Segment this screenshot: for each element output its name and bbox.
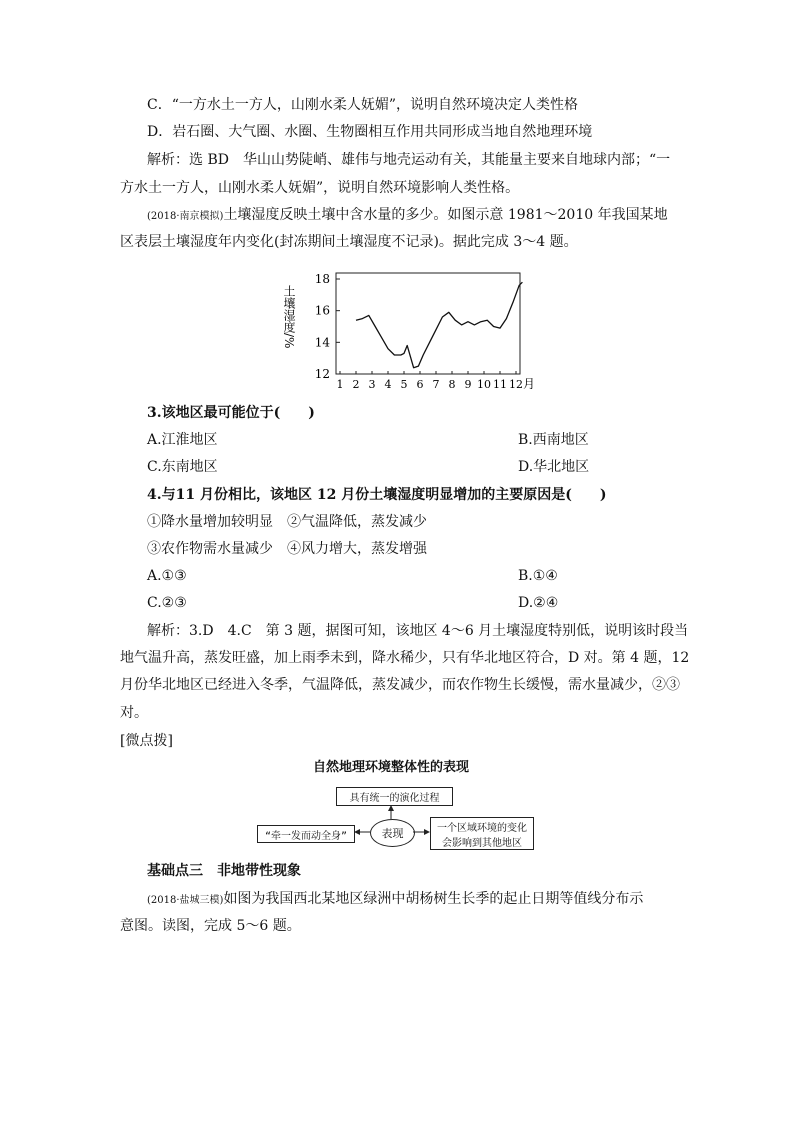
intro2-line-a bbox=[147, 889, 643, 911]
diagram-arrows bbox=[250, 780, 550, 860]
source-tag: (2018·南京模拟) bbox=[147, 211, 224, 222]
question-4: 4.与11 月份相比，该地区 12 月份土壤湿度明显增加的主要原因是( ) bbox=[147, 487, 607, 503]
intro2-text: 如图为我国西北某地区绿洲中胡杨树生长季的起止日期等值线分布示 bbox=[223, 891, 644, 907]
diagram-right-box-line-1: 一个区域环境的变化 bbox=[437, 822, 527, 834]
section-heading: 基础点三 非地带性现象 bbox=[147, 863, 301, 879]
x-tick-label: 1 bbox=[336, 378, 344, 391]
explanation-2-line-a: 解析：3.D 4.C 第 3 题，据图可知，该地区 4～6 月土壤湿度特别低，说明该时段当 bbox=[147, 623, 689, 639]
q3-option-d: D.华北地区 bbox=[518, 459, 590, 475]
y-tick-label: 14 bbox=[314, 335, 330, 350]
y-tick-label: 12 bbox=[314, 367, 330, 381]
diagram-title: 自然地理环境整体性的表现 bbox=[313, 760, 470, 775]
diagram-center-ellipse: 表现 bbox=[370, 819, 415, 847]
option-d: D．岩石圈、大气圈、水圈、生物圈相互作用共同形成当地自然地理环境 bbox=[147, 124, 593, 140]
q3-option-c: C.东南地区 bbox=[147, 459, 218, 475]
explanation-1-line-a: 解析：选 BD 华山山势陡峭、雄伟与地壳运动有关，其能量主要来自地球内部；“一 bbox=[147, 152, 671, 168]
x-tick-label: 10 bbox=[477, 378, 491, 391]
intro-text: 土壤湿度反映土壤中含水量的多少。如图示意 1981～2010 年我国某地 bbox=[223, 207, 668, 223]
x-tick-label: 12 bbox=[509, 378, 523, 391]
source-tag-2: (2018·盐城三模) bbox=[147, 895, 224, 906]
q4-option-b: B.①④ bbox=[518, 568, 558, 584]
diagram-top-box: 具有统一的演化过程 bbox=[336, 787, 453, 806]
plot-frame bbox=[336, 273, 520, 374]
diagram-left-box: “牵一发而动全身” bbox=[257, 825, 355, 843]
q4-options-row-1 bbox=[147, 566, 558, 586]
q4-option-c: C.②③ bbox=[147, 595, 187, 611]
explanation-1-line-b: 方水土一方人，山刚水柔人妩媚”，说明自然环境影响人类性格。 bbox=[120, 180, 520, 196]
x-tick-label: 3 bbox=[368, 378, 376, 391]
explanation-2-line-d: 对。 bbox=[120, 705, 148, 721]
x-tick-label: 5 bbox=[400, 378, 408, 391]
q4-statements-2: ③农作物需水量减少 ④风力增大，蒸发增强 bbox=[147, 541, 427, 557]
q4-statements-1: ①降水量增加较明显 ②气温降低，蒸发减少 bbox=[147, 514, 427, 530]
x-tick-label: 9 bbox=[464, 378, 472, 391]
soil-moisture-chart bbox=[280, 263, 540, 393]
q3-options-row-2 bbox=[147, 457, 590, 477]
intro-line-a bbox=[147, 205, 668, 227]
soil-moisture-line bbox=[356, 282, 522, 368]
chart-axes bbox=[336, 273, 520, 374]
y-axis-label: 土壤湿度/% bbox=[282, 285, 296, 349]
intro-line-b: 区表层土壤湿度年内变化(封冻期间土壤湿度不记录)。据此完成 3～4 题。 bbox=[120, 234, 578, 250]
explanation-2-line-c: 月份华北地区已经进入冬季，气温降低，蒸发减少，而农作物生长缓慢，需水量减少，②③ bbox=[120, 677, 680, 693]
x-tick-label: 11 bbox=[493, 378, 507, 391]
diagram-right-box-line-2: 会影响到其他地区 bbox=[442, 837, 522, 849]
explanation-2-line-b: 地气温升高，蒸发旺盛，加上雨季未到，降水稀少，只有华北地区符合，D 对。第 4 题，12 bbox=[120, 650, 690, 666]
x-tick-label: 7 bbox=[432, 378, 440, 391]
x-tick-label: 6 bbox=[416, 378, 424, 391]
q4-options-row-2 bbox=[147, 593, 559, 613]
series-group bbox=[356, 282, 522, 368]
weidian-heading: [微点拨] bbox=[120, 733, 173, 749]
q3-option-a: A.江淮地区 bbox=[147, 432, 218, 448]
question-3: 3.该地区最可能位于( ) bbox=[147, 405, 315, 421]
q3-options-row-1 bbox=[147, 430, 589, 450]
intro2-line-b: 意图。读图，完成 5～6 题。 bbox=[120, 918, 301, 934]
y-tick-label: 16 bbox=[314, 303, 330, 318]
y-tick-label: 18 bbox=[314, 272, 330, 286]
x-tick-label: 8 bbox=[448, 378, 456, 391]
x-tick-label: 4 bbox=[384, 378, 392, 391]
x-axis-label: 月 bbox=[523, 377, 536, 391]
q4-option-a: A.①③ bbox=[147, 568, 187, 584]
x-tick-label: 2 bbox=[352, 378, 360, 391]
option-c: C．“一方水土一方人，山刚水柔人妩媚”，说明自然环境决定人类性格 bbox=[147, 97, 579, 113]
q4-option-d: D.②④ bbox=[518, 595, 559, 611]
q3-option-b: B.西南地区 bbox=[518, 432, 589, 448]
